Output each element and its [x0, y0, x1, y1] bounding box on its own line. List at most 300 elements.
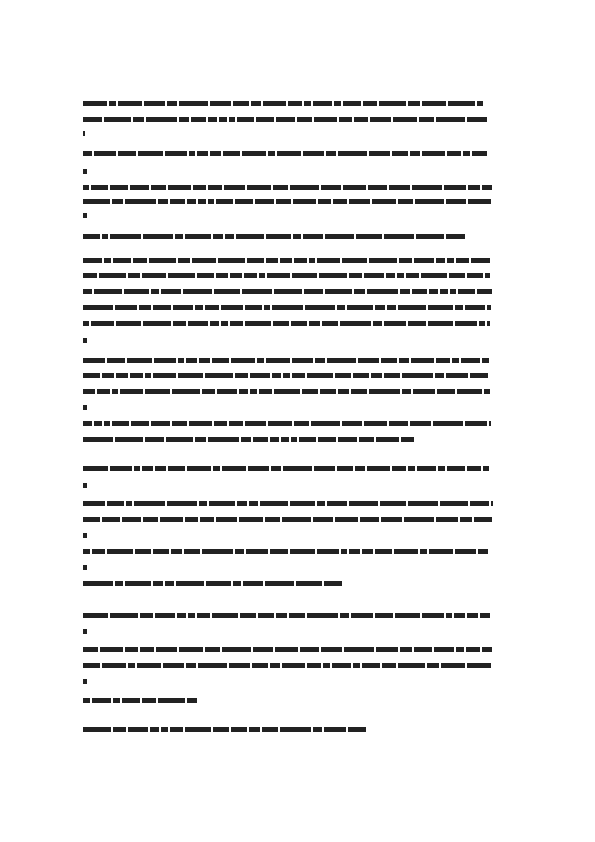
- text-glyph-block: [131, 421, 149, 426]
- text-glyph-block: [412, 289, 427, 294]
- text-line: [83, 628, 89, 634]
- text-glyph-block: [83, 258, 102, 263]
- text-glyph-block: [482, 647, 492, 652]
- text-glyph-block: [235, 373, 248, 378]
- text-glyph-block: [399, 358, 409, 363]
- text-glyph-block: [168, 466, 185, 471]
- text-glyph-block: [291, 321, 307, 326]
- text-line: [83, 500, 511, 506]
- text-glyph-block: [429, 289, 438, 294]
- text-glyph-block: [402, 389, 411, 394]
- text-glyph-block: [144, 101, 165, 106]
- text-glyph-block: [325, 234, 354, 239]
- text-glyph-block: [387, 305, 396, 310]
- text-glyph-block: [414, 258, 434, 263]
- text-glyph-block: [368, 185, 387, 190]
- text-glyph-block: [318, 199, 331, 204]
- text-glyph-block: [446, 373, 468, 378]
- text-glyph-block: [219, 117, 227, 122]
- text-glyph-block: [404, 517, 434, 522]
- text-glyph-block: [249, 501, 258, 506]
- text-glyph-block: [178, 373, 203, 378]
- text-glyph-block: [128, 727, 148, 732]
- text-glyph-block: [455, 549, 476, 554]
- text-line: [83, 697, 203, 703]
- text-glyph-block: [260, 501, 288, 506]
- text-glyph-block: [177, 613, 186, 618]
- text-glyph-block: [210, 101, 231, 106]
- text-glyph-block: [467, 273, 483, 278]
- text-glyph-block: [317, 501, 325, 506]
- text-glyph-block: [340, 321, 371, 326]
- text-glyph-block: [434, 647, 454, 652]
- text-glyph-block: [125, 581, 151, 586]
- text-glyph-block: [389, 185, 410, 190]
- text-glyph-block: [311, 421, 340, 426]
- text-glyph-block: [266, 258, 278, 263]
- text-glyph-block: [83, 305, 113, 310]
- text-glyph-block: [324, 727, 346, 732]
- text-glyph-block: [83, 405, 87, 410]
- text-line: [83, 532, 89, 538]
- text-glyph-block: [230, 321, 243, 326]
- text-glyph-block: [435, 373, 444, 378]
- text-glyph-block: [239, 517, 263, 522]
- text-glyph-block: [168, 185, 191, 190]
- text-glyph-block: [290, 549, 315, 554]
- text-glyph-block: [83, 581, 113, 586]
- text-glyph-block: [83, 185, 89, 190]
- text-glyph-block: [126, 501, 132, 506]
- text-glyph-block: [171, 549, 182, 554]
- text-glyph-block: [236, 234, 264, 239]
- text-glyph-block: [257, 358, 264, 363]
- text-glyph-block: [115, 437, 143, 442]
- text-glyph-block: [189, 421, 212, 426]
- text-glyph-block: [167, 501, 197, 506]
- text-glyph-block: [83, 517, 100, 522]
- text-glyph-block: [294, 258, 307, 263]
- text-glyph-block: [173, 321, 186, 326]
- text-glyph-block: [292, 358, 313, 363]
- text-glyph-block: [466, 647, 480, 652]
- text-glyph-block: [83, 663, 100, 668]
- text-glyph-block: [222, 647, 251, 652]
- text-glyph-block: [321, 647, 342, 652]
- text-glyph-block: [110, 466, 132, 471]
- text-glyph-block: [249, 727, 260, 732]
- text-glyph-block: [447, 466, 465, 471]
- text-glyph-block: [341, 549, 347, 554]
- text-glyph-block: [354, 117, 368, 122]
- text-glyph-block: [102, 234, 108, 239]
- text-glyph-block: [158, 698, 185, 703]
- text-glyph-block: [276, 199, 291, 204]
- text-glyph-block: [109, 101, 116, 106]
- text-glyph-block: [83, 234, 100, 239]
- text-glyph-block: [197, 151, 208, 156]
- text-glyph-block: [349, 273, 362, 278]
- text-glyph-block: [487, 305, 491, 310]
- text-glyph-block: [195, 437, 206, 442]
- text-glyph-block: [358, 358, 379, 363]
- text-glyph-block: [225, 234, 234, 239]
- text-line: [83, 678, 89, 684]
- text-glyph-block: [197, 273, 214, 278]
- text-glyph-block: [94, 289, 122, 294]
- text-glyph-block: [338, 389, 349, 394]
- text-glyph-block: [457, 389, 482, 394]
- text-glyph-block: [300, 647, 319, 652]
- text-glyph-block: [408, 501, 438, 506]
- text-glyph-block: [394, 549, 418, 554]
- text-glyph-block: [314, 117, 337, 122]
- text-glyph-block: [229, 663, 250, 668]
- text-glyph-block: [467, 466, 481, 471]
- text-glyph-block: [143, 321, 171, 326]
- text-glyph-block: [422, 101, 446, 106]
- text-line: [83, 646, 511, 652]
- text-glyph-block: [408, 321, 426, 326]
- text-glyph-block: [416, 234, 444, 239]
- text-glyph-block: [145, 373, 151, 378]
- text-glyph-block: [268, 151, 275, 156]
- text-glyph-block: [421, 273, 447, 278]
- text-glyph-block: [348, 727, 366, 732]
- text-glyph-block: [461, 358, 480, 363]
- text-glyph-block: [102, 373, 114, 378]
- text-glyph-block: [223, 151, 240, 156]
- text-glyph-block: [293, 234, 301, 239]
- text-glyph-block: [438, 466, 445, 471]
- text-glyph-block: [401, 437, 414, 442]
- text-glyph-block: [158, 199, 168, 204]
- text-glyph-block: [335, 373, 351, 378]
- text-glyph-block: [259, 389, 272, 394]
- text-glyph-block: [166, 437, 193, 442]
- text-glyph-block: [188, 613, 195, 618]
- text-glyph-block: [192, 258, 216, 263]
- text-glyph-block: [354, 289, 365, 294]
- text-glyph-block: [193, 185, 206, 190]
- text-glyph-block: [187, 698, 197, 703]
- text-glyph-block: [113, 698, 120, 703]
- text-glyph-block: [429, 549, 453, 554]
- text-glyph-block: [317, 258, 340, 263]
- text-glyph-block: [97, 389, 110, 394]
- text-glyph-block: [116, 373, 128, 378]
- text-glyph-block: [205, 373, 233, 378]
- text-glyph-block: [100, 647, 123, 652]
- text-glyph-block: [231, 727, 247, 732]
- text-glyph-block: [375, 305, 385, 310]
- text-glyph-block: [281, 437, 289, 442]
- text-glyph-block: [482, 185, 492, 190]
- text-glyph-block: [222, 466, 246, 471]
- text-glyph-block: [146, 117, 177, 122]
- text-glyph-block: [214, 289, 240, 294]
- text-glyph-block: [173, 305, 193, 310]
- text-glyph-block: [143, 517, 158, 522]
- text-glyph-block: [290, 501, 315, 506]
- text-glyph-block: [465, 305, 485, 310]
- text-glyph-block: [485, 273, 490, 278]
- text-glyph-block: [399, 258, 412, 263]
- text-glyph-block: [296, 581, 322, 586]
- text-glyph-block: [433, 421, 463, 426]
- text-glyph-block: [440, 501, 468, 506]
- text-glyph-block: [92, 549, 105, 554]
- text-line: [83, 357, 511, 363]
- text-glyph-block: [274, 289, 302, 294]
- text-glyph-block: [168, 273, 195, 278]
- text-glyph-block: [367, 289, 398, 294]
- text-glyph-block: [110, 613, 138, 618]
- text-glyph-block: [163, 663, 184, 668]
- text-glyph-block: [408, 466, 415, 471]
- text-glyph-block: [104, 258, 111, 263]
- text-glyph-block: [83, 117, 102, 122]
- text-glyph-block: [422, 151, 445, 156]
- text-glyph-block: [297, 117, 312, 122]
- text-glyph-block: [470, 501, 489, 506]
- text-glyph-block: [321, 185, 341, 190]
- text-glyph-block: [116, 321, 141, 326]
- text-glyph-block: [160, 517, 183, 522]
- text-glyph-block: [323, 663, 330, 668]
- text-glyph-block: [463, 151, 470, 156]
- text-glyph-block: [229, 421, 243, 426]
- text-glyph-block: [83, 483, 87, 488]
- text-glyph-block: [470, 373, 488, 378]
- text-glyph-block: [338, 437, 357, 442]
- text-glyph-block: [447, 258, 454, 263]
- text-glyph-block: [344, 647, 374, 652]
- text-glyph-block: [253, 437, 268, 442]
- text-glyph-block: [460, 517, 472, 522]
- text-line: [83, 420, 511, 426]
- text-glyph-block: [142, 466, 153, 471]
- text-glyph-block: [272, 373, 281, 378]
- text-glyph-block: [450, 289, 456, 294]
- text-glyph-block: [133, 258, 147, 263]
- text-glyph-block: [256, 117, 274, 122]
- text-glyph-block: [189, 151, 195, 156]
- text-glyph-block: [309, 258, 315, 263]
- text-glyph-block: [235, 549, 244, 554]
- text-glyph-block: [83, 213, 87, 218]
- text-glyph-block: [221, 321, 228, 326]
- text-glyph-block: [465, 421, 487, 426]
- text-glyph-block: [307, 663, 321, 668]
- text-glyph-block: [243, 581, 263, 586]
- text-glyph-block: [392, 151, 408, 156]
- text-glyph-block: [247, 185, 271, 190]
- text-glyph-block: [231, 358, 255, 363]
- text-glyph-block: [244, 273, 257, 278]
- text-glyph-block: [362, 663, 380, 668]
- text-line: [83, 272, 511, 278]
- text-glyph-block: [265, 581, 294, 586]
- text-glyph-block: [342, 421, 362, 426]
- text-glyph-block: [318, 437, 336, 442]
- text-glyph-block: [456, 258, 469, 263]
- text-glyph-block: [99, 273, 126, 278]
- text-glyph-block: [349, 549, 360, 554]
- text-glyph-block: [309, 321, 320, 326]
- text-glyph-block: [83, 501, 105, 506]
- text-glyph-block: [436, 258, 445, 263]
- text-glyph-block: [217, 389, 237, 394]
- text-glyph-block: [265, 517, 280, 522]
- text-glyph-block: [139, 305, 151, 310]
- text-glyph-block: [369, 151, 390, 156]
- text-line: [83, 465, 511, 471]
- text-glyph-block: [83, 679, 87, 684]
- text-glyph-block: [446, 234, 465, 239]
- text-glyph-block: [467, 663, 491, 668]
- text-glyph-block: [83, 549, 90, 554]
- text-glyph-block: [343, 185, 366, 190]
- text-glyph-block: [130, 185, 149, 190]
- text-glyph-block: [233, 101, 249, 106]
- text-glyph-block: [375, 613, 393, 618]
- text-glyph-block: [205, 305, 219, 310]
- text-glyph-block: [273, 321, 289, 326]
- text-glyph-block: [422, 613, 444, 618]
- text-glyph-block: [467, 613, 478, 618]
- text-glyph-block: [302, 389, 318, 394]
- text-glyph-block: [208, 199, 214, 204]
- text-line: [83, 233, 483, 239]
- text-glyph-block: [83, 389, 95, 394]
- text-glyph-block: [155, 613, 175, 618]
- text-glyph-block: [239, 389, 248, 394]
- text-line: [83, 150, 508, 156]
- text-glyph-block: [213, 466, 220, 471]
- text-glyph-block: [491, 501, 493, 506]
- text-glyph-block: [246, 549, 268, 554]
- text-glyph-block: [420, 549, 427, 554]
- text-glyph-block: [185, 727, 211, 732]
- text-glyph-block: [134, 501, 165, 506]
- text-glyph-block: [91, 185, 108, 190]
- text-glyph-block: [398, 199, 413, 204]
- text-glyph-block: [400, 647, 412, 652]
- text-glyph-block: [270, 549, 288, 554]
- text-glyph-block: [392, 466, 406, 471]
- text-glyph-block: [185, 234, 211, 239]
- text-glyph-block: [230, 273, 242, 278]
- text-line: [83, 404, 89, 410]
- text-glyph-block: [468, 185, 480, 190]
- text-glyph-block: [444, 185, 466, 190]
- text-glyph-block: [208, 117, 217, 122]
- text-glyph-block: [262, 727, 278, 732]
- text-glyph-block: [386, 273, 395, 278]
- text-glyph-block: [233, 581, 241, 586]
- text-glyph-block: [140, 613, 153, 618]
- text-glyph-block: [113, 258, 131, 263]
- text-glyph-block: [288, 101, 302, 106]
- text-glyph-block: [218, 258, 245, 263]
- text-glyph-block: [313, 727, 322, 732]
- text-glyph-block: [322, 321, 338, 326]
- text-glyph-block: [120, 389, 143, 394]
- text-glyph-block: [178, 258, 190, 263]
- text-glyph-block: [283, 466, 312, 471]
- text-glyph-block: [153, 549, 169, 554]
- text-glyph-block: [282, 663, 305, 668]
- text-glyph-block: [413, 389, 435, 394]
- text-glyph-block: [372, 199, 396, 204]
- text-glyph-block: [107, 549, 133, 554]
- text-glyph-block: [212, 358, 229, 363]
- text-glyph-block: [153, 581, 163, 586]
- text-glyph-block: [83, 373, 100, 378]
- text-glyph-block: [151, 185, 166, 190]
- text-glyph-block: [324, 581, 342, 586]
- text-glyph-block: [263, 101, 286, 106]
- text-glyph-block: [359, 437, 374, 442]
- text-line: [83, 100, 503, 106]
- text-glyph-block: [83, 151, 92, 156]
- text-glyph-block: [130, 373, 143, 378]
- text-glyph-block: [179, 117, 189, 122]
- text-glyph-block: [472, 151, 487, 156]
- text-line: [83, 337, 89, 343]
- text-glyph-block: [167, 101, 177, 106]
- text-glyph-block: [400, 289, 410, 294]
- text-glyph-block: [376, 437, 399, 442]
- text-glyph-block: [176, 581, 204, 586]
- text-glyph-block: [270, 663, 280, 668]
- text-glyph-block: [172, 389, 200, 394]
- text-glyph-block: [313, 101, 332, 106]
- text-glyph-block: [153, 305, 171, 310]
- text-glyph-block: [200, 517, 214, 522]
- text-glyph-block: [479, 321, 485, 326]
- text-glyph-block: [455, 305, 463, 310]
- text-glyph-block: [381, 358, 397, 363]
- text-glyph-block: [149, 258, 176, 263]
- text-glyph-block: [327, 501, 347, 506]
- text-glyph-block: [206, 581, 231, 586]
- text-line: [83, 612, 511, 618]
- text-glyph-block: [337, 466, 353, 471]
- text-glyph-block: [202, 549, 233, 554]
- text-glyph-block: [447, 151, 461, 156]
- text-glyph-block: [290, 185, 319, 190]
- text-glyph-block: [83, 289, 92, 294]
- text-glyph-block: [393, 117, 417, 122]
- text-glyph-block: [92, 698, 111, 703]
- text-glyph-block: [436, 358, 450, 363]
- text-glyph-block: [446, 199, 466, 204]
- text-glyph-block: [397, 273, 404, 278]
- text-glyph-block: [83, 698, 90, 703]
- text-glyph-block: [113, 727, 126, 732]
- text-glyph-block: [343, 101, 361, 106]
- text-glyph-block: [91, 321, 114, 326]
- text-glyph-block: [468, 199, 491, 204]
- text-glyph-block: [355, 466, 365, 471]
- text-line: [83, 548, 511, 554]
- text-glyph-block: [338, 151, 367, 156]
- text-glyph-block: [373, 321, 382, 326]
- text-glyph-block: [342, 258, 367, 263]
- text-glyph-block: [313, 517, 333, 522]
